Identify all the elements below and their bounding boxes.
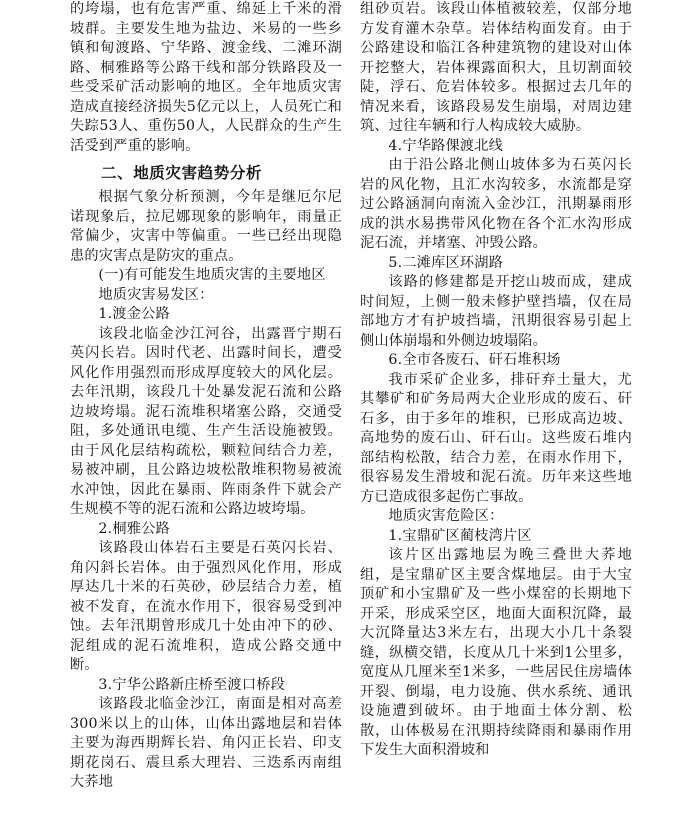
item-title-ertan: 5.二滩库区环湖路: [388, 254, 504, 271]
item-body-baoding: 该片区出露地层为晚三叠世大荞地组，是宝鼎矿区主要含煤地层。由于大宝顶矿和小宝鼎矿及一些小煤窑的长期地下开采，形成采空区，地面大面积沉降，最大沉降量达3米左右，出现大小几十条裂缝，纵横交错，长度从几十米到1公里多，宽度从几厘米至1米多，一些居民住房墙体开裂、倒塌，电力设施、供水系统、通讯设施遭到破坏。由于地面土体分割、松散，山体极易在汛期持续降雨和暴雨作用下发生大面积滑坡和: [360, 547, 632, 758]
right-column: [360, 0, 632, 761]
subheading-prone-areas: 地质灾害易发区：: [98, 286, 214, 303]
item-body-tongya: 该路段山体岩石主要是石英闪长岩、角闪斜长岩体。由于强烈风化作用，形成厚达几十米的石英砂，砂层结合力差，植被不发育，在流水作用下，很容易受到冲蚀。去年汛期曾形成几十处由冲下的砂、泥组成的泥石流堆积，造成公路交通中断。: [70, 540, 342, 673]
item-title-ninghua: 3.宁华公路新庄桥至渡口桥段: [98, 676, 285, 693]
item-body-ninghua: 该路段北临金沙江，南面是相对高差300米以上的山体，山体出露地层和岩体主要为海西期辉长岩、角闪正长岩、印支期花岗石、震旦系大理岩、三迭系丙南组大荞地: [70, 696, 342, 790]
item-body-ninghua-north: 由于沿公路北侧山坡体多为石英闪长岩的风化物，且汇水沟较多，水流都是穿过公路涵洞向南流入金沙江，汛期暴雨形成的洪水易携带风化物在各个汇水沟形成泥石流，并堵塞、冲毁公路。: [360, 157, 632, 251]
section-heading: 二、地质灾害趋势分析: [101, 164, 263, 182]
paragraph-ninghua-cont: 组砂页岩。该段山体植被较差，仅部分地方发育灌木杂草。岩体结构面发育。由于公路建设和临江各种建筑物的建设对山体开挖整大，岩体裸露面积大，且切割面较陡，浮石、危岩体较多。根据过去几年的情况来看，该路段易发生崩塌，对周边建筑、过往车辆和行人构成较大威胁。: [360, 1, 632, 134]
item-title-baoding: 1.宝鼎矿区蔺枝湾片区: [388, 527, 532, 544]
left-column: [70, 0, 342, 793]
subheading-main-areas: (一)有可能发生地质灾害的主要地区: [98, 267, 326, 283]
item-title-waste-piles: 6.全市各废石、矸石堆积场: [388, 352, 561, 368]
subheading-danger-areas: 地质灾害危险区：: [388, 508, 504, 524]
paragraph-forecast: 根据气象分析预测，今年是继厄尔尼诺现象后，拉尼娜现象的影响年，雨量正常偏少，灾害中等偏重。一些已经出现隐患的灾害点是防灾的重点。: [70, 189, 342, 264]
item-title-tongya: 2.桐雅公路: [98, 520, 170, 537]
paragraph-losses: 的垮塌，也有危害严重、绵延上千米的滑坡群。主要发生地为盐边、米易的一些乡镇和甸渡路、宁华路、渡金线、二滩环湖路、桐雅路等公路干线和部分铁路段及一些受采矿活动影响的地区。全年地质灾害造成直接经济损失5亿元以上，人员死亡和失踪53人、重伤50人，人民群众的生产生活受到严重的影响。: [70, 1, 342, 154]
item-title-ninghua-north: 4.宁华路倮渡北线: [388, 137, 504, 154]
item-body-waste-piles: 我市采矿企业多，排矸弃土量大，尤其攀矿和矿务局两大企业形成的废石、矸石多，由于多年的堆积，已形成高边坡、高地势的废石山、矸石山。这些废石堆内部结构松散，结合力差，在雨水作用下，很容易发生滑坡和泥石流。历年来这些地方已造成很多起伤亡事故。: [360, 371, 632, 505]
item-body-ertan: 该路的修建都是开挖山坡而成，建成时间短，上侧一般未修护壁挡墙，仅在局部地方才有护坡挡墙，汛期很容易引起上侧山体崩塌和外侧边坡塌陷。: [360, 274, 632, 349]
item-title-dujin: 1.渡金公路: [98, 306, 170, 322]
item-body-dujin: 该段北临金沙江河谷，出露晋宁期石英闪长岩。因时代老、出露时间长，遭受风化作用强烈而形成厚度较大的风化层。去年汛期，该段几十处暴发泥石流和公路边坡垮塌。泥石流堆积堵塞公路，交通受阻，多处通讯电缆、生产生活设施被毁。由于风化层结构疏松，颗粒间结合力差，易被冲刷，且公路边坡松散堆积物易被流水冲蚀，因此在暴雨、阵雨条件下就会产生规模不等的泥石流和公路边坡垮塌。: [70, 325, 342, 517]
